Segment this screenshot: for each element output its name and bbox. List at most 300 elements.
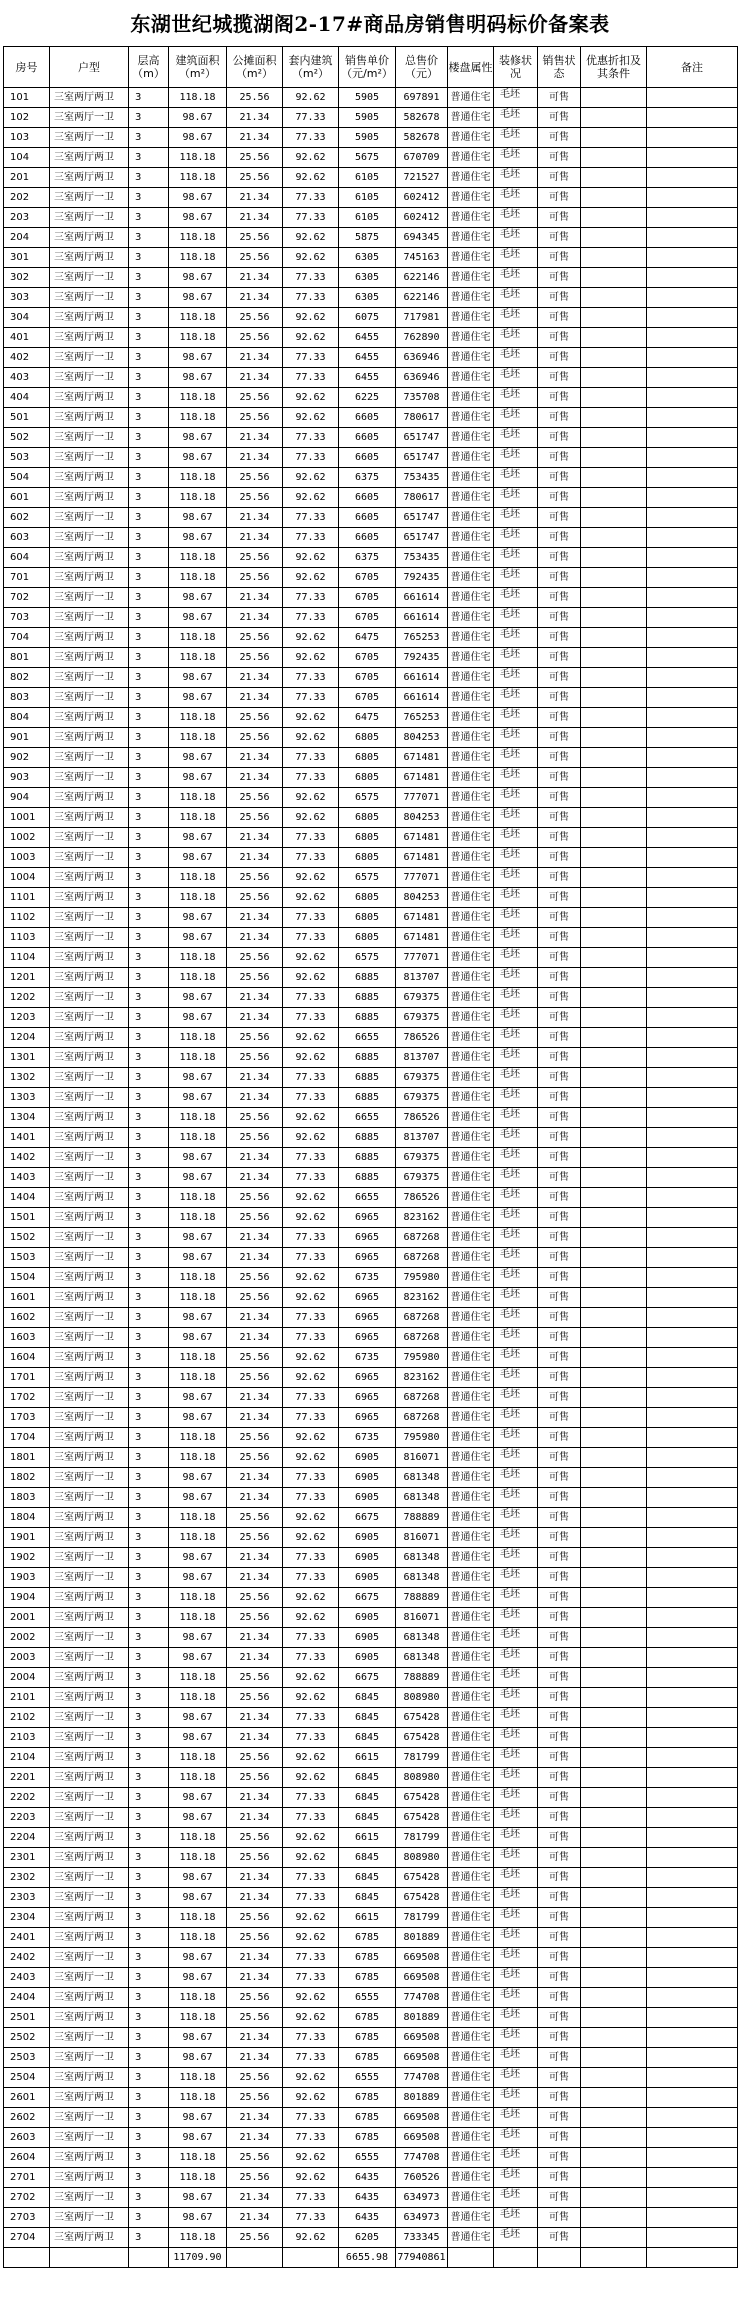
cell-floor-height: 3 <box>129 1468 169 1488</box>
cell-floor-height: 3 <box>129 708 169 728</box>
cell-property-type: 普通住宅 <box>448 2008 494 2028</box>
cell-shared-area: 21.34 <box>227 1168 283 1188</box>
cell-total-price: 801889 <box>396 1928 448 1948</box>
cell-inner-area: 92.62 <box>283 1608 339 1628</box>
cell-inner-area: 92.62 <box>283 548 339 568</box>
cell-total-price: 780617 <box>396 408 448 428</box>
cell-unit-type: 三室两厅一卫 <box>50 608 129 628</box>
table-row <box>4 1308 738 1328</box>
table-row <box>4 708 738 728</box>
cell-remark <box>647 2148 738 2168</box>
cell-unit-type: 三室两厅一卫 <box>50 128 129 148</box>
cell-room-no: 304 <box>4 308 50 328</box>
cell-total-price: 795980 <box>396 1348 448 1368</box>
cell-discount <box>581 1968 647 1988</box>
cell-unit-type: 三室两厅一卫 <box>50 288 129 308</box>
cell-room-no: 1703 <box>4 1408 50 1428</box>
cell-discount <box>581 1348 647 1368</box>
cell-property-type: 普通住宅 <box>448 708 494 728</box>
cell-total-price: 777071 <box>396 868 448 888</box>
cell-shared-area: 21.34 <box>227 828 283 848</box>
cell-floor-height: 3 <box>129 848 169 868</box>
table-row <box>4 1208 738 1228</box>
cell-room-no: 1204 <box>4 1028 50 1048</box>
cell-unit-price: 6455 <box>339 328 396 348</box>
cell-unit-type: 三室两厅两卫 <box>50 2088 129 2108</box>
cell-unit-type: 三室两厅一卫 <box>50 828 129 848</box>
cell-unit-price: 6435 <box>339 2208 396 2228</box>
cell-floor-height: 3 <box>129 1588 169 1608</box>
cell-discount <box>581 1708 647 1728</box>
cell-inner-area: 92.62 <box>283 568 339 588</box>
table-row <box>4 1948 738 1968</box>
cell-unit-price: 6805 <box>339 888 396 908</box>
table-row <box>4 1468 738 1488</box>
cell-remark <box>647 1048 738 1068</box>
table-row <box>4 928 738 948</box>
cell-discount <box>581 128 647 148</box>
cell-unit-type: 三室两厅两卫 <box>50 468 129 488</box>
cell-discount <box>581 1788 647 1808</box>
cell-floor-height: 3 <box>129 308 169 328</box>
cell-room-no: 1702 <box>4 1388 50 1408</box>
cell-room-no: 2203 <box>4 1808 50 1828</box>
cell-gross-area: 98.67 <box>169 828 227 848</box>
cell-floor-height: 3 <box>129 248 169 268</box>
cell-sale-status: 可售 <box>538 228 581 248</box>
cell-gross-area: 118.18 <box>169 1588 227 1608</box>
cell-remark <box>647 148 738 168</box>
cell-room-no: 801 <box>4 648 50 668</box>
cell-room-no: 404 <box>4 388 50 408</box>
cell-remark <box>647 1948 738 1968</box>
cell-shared-area: 25.56 <box>227 1588 283 1608</box>
cell-floor-height: 3 <box>129 788 169 808</box>
cell-discount <box>581 108 647 128</box>
cell-room-no: 2404 <box>4 1988 50 2008</box>
cell-floor-height: 3 <box>129 1988 169 2008</box>
cell-decoration: 毛坯 <box>494 2008 538 2028</box>
cell-unit-type: 三室两厅一卫 <box>50 1408 129 1428</box>
cell-gross-area: 98.67 <box>169 1328 227 1348</box>
cell-total-price: 679375 <box>396 1088 448 1108</box>
table-row <box>4 1588 738 1608</box>
table-row <box>4 1828 738 1848</box>
table-row <box>4 2088 738 2108</box>
cell-gross-area: 118.18 <box>169 1268 227 1288</box>
cell-shared-area: 21.34 <box>227 1088 283 1108</box>
cell-floor-height: 3 <box>129 2148 169 2168</box>
cell-inner-area: 92.62 <box>283 1028 339 1048</box>
cell-inner-area: 92.62 <box>283 1268 339 1288</box>
cell-sale-status: 可售 <box>538 1948 581 1968</box>
cell-inner-area: 77.33 <box>283 2048 339 2068</box>
cell-property-type: 普通住宅 <box>448 1568 494 1588</box>
cell-decoration: 毛坯 <box>494 1148 538 1168</box>
cell-unit-price: 6845 <box>339 1888 396 1908</box>
cell-room-no: 1603 <box>4 1328 50 1348</box>
cell-room-no: 802 <box>4 668 50 688</box>
cell-inner-area: 92.62 <box>283 308 339 328</box>
cell-shared-area: 25.56 <box>227 1988 283 2008</box>
cell-remark <box>647 568 738 588</box>
cell-unit-price: 6555 <box>339 1988 396 2008</box>
cell-room-no: 501 <box>4 408 50 428</box>
cell-shared-area: 25.56 <box>227 628 283 648</box>
cell-unit-price: 6845 <box>339 1788 396 1808</box>
cell-decoration: 毛坯 <box>494 388 538 408</box>
cell-unit-type: 三室两厅两卫 <box>50 1428 129 1448</box>
cell-room-no: 2401 <box>4 1928 50 1948</box>
cell-decoration: 毛坯 <box>494 2148 538 2168</box>
cell-floor-height: 3 <box>129 1728 169 1748</box>
cell-inner-area: 77.33 <box>283 1728 339 1748</box>
cell-sale-status: 可售 <box>538 1188 581 1208</box>
cell-sale-status: 可售 <box>538 1868 581 1888</box>
table-row <box>4 1808 738 1828</box>
cell-floor-height: 3 <box>129 1148 169 1168</box>
cell-gross-area: 118.18 <box>169 2008 227 2028</box>
cell-property-type: 普通住宅 <box>448 388 494 408</box>
cell-remark <box>647 1408 738 1428</box>
cell-unit-type: 三室两厅两卫 <box>50 1848 129 1868</box>
cell-remark <box>647 168 738 188</box>
cell-discount <box>581 2128 647 2148</box>
cell-unit-price: 6905 <box>339 1568 396 1588</box>
cell-floor-height: 3 <box>129 1088 169 1108</box>
cell-remark <box>647 1668 738 1688</box>
cell-gross-area: 118.18 <box>169 948 227 968</box>
cell-remark <box>647 1548 738 1568</box>
cell-unit-price: 6705 <box>339 668 396 688</box>
cell-decoration: 毛坯 <box>494 1628 538 1648</box>
cell-gross-area: 98.67 <box>169 1248 227 1268</box>
cell-remark <box>647 508 738 528</box>
table-row <box>4 1968 738 1988</box>
cell-total-price: 816071 <box>396 1448 448 1468</box>
cell-unit-type: 三室两厅一卫 <box>50 2128 129 2148</box>
cell-remark <box>647 448 738 468</box>
cell-discount <box>581 1088 647 1108</box>
cell-room-no: 1601 <box>4 1288 50 1308</box>
cell-total-price: 788889 <box>396 1588 448 1608</box>
cell-inner-area: 92.62 <box>283 168 339 188</box>
cell-floor-height: 3 <box>129 1968 169 1988</box>
cell-discount <box>581 468 647 488</box>
cell-total-price: 622146 <box>396 288 448 308</box>
cell-sale-status: 可售 <box>538 568 581 588</box>
table-row <box>4 1128 738 1148</box>
cell-floor-height: 3 <box>129 2168 169 2188</box>
cell-decoration: 毛坯 <box>494 1168 538 1188</box>
cell-discount <box>581 1648 647 1668</box>
cell-inner-area: 77.33 <box>283 188 339 208</box>
cell-sale-status: 可售 <box>538 2208 581 2228</box>
cell-gross-area: 98.67 <box>169 1388 227 1408</box>
table-row <box>4 1768 738 1788</box>
cell-discount <box>581 1948 647 1968</box>
cell-gross-area: 118.18 <box>169 788 227 808</box>
cell-unit-type: 三室两厅两卫 <box>50 148 129 168</box>
cell-floor-height: 3 <box>129 1408 169 1428</box>
cell-shared-area: 25.56 <box>227 388 283 408</box>
cell-unit-type: 三室两厅两卫 <box>50 948 129 968</box>
cell-unit-price: 6885 <box>339 968 396 988</box>
cell-gross-area: 98.67 <box>169 1308 227 1328</box>
cell-discount <box>581 88 647 108</box>
cell-unit-price: 6905 <box>339 1468 396 1488</box>
cell-decoration: 毛坯 <box>494 1128 538 1148</box>
cell-unit-type: 三室两厅一卫 <box>50 908 129 928</box>
cell-gross-area: 98.67 <box>169 668 227 688</box>
cell-shared-area: 25.56 <box>227 1608 283 1628</box>
cell-unit-price: 5675 <box>339 148 396 168</box>
cell-floor-height: 3 <box>129 688 169 708</box>
cell-floor-height: 3 <box>129 1688 169 1708</box>
cell-decoration: 毛坯 <box>494 2208 538 2228</box>
cell-total-price: 781799 <box>396 1908 448 1928</box>
cell-floor-height: 3 <box>129 1028 169 1048</box>
cell-total-price: 788889 <box>396 1508 448 1528</box>
header-unit-price: 销售单价（元/m²） <box>339 47 396 88</box>
cell-unit-type: 三室两厅两卫 <box>50 1528 129 1548</box>
cell-gross-area: 118.18 <box>169 488 227 508</box>
cell-total-price: 687268 <box>396 1248 448 1268</box>
cell-property-type: 普通住宅 <box>448 468 494 488</box>
cell-room-no: 2302 <box>4 1868 50 1888</box>
cell-discount <box>581 148 647 168</box>
table-row <box>4 1268 738 1288</box>
table-row <box>4 2188 738 2208</box>
cell-floor-height: 3 <box>129 968 169 988</box>
cell-decoration: 毛坯 <box>494 568 538 588</box>
cell-decoration: 毛坯 <box>494 408 538 428</box>
cell-discount <box>581 1068 647 1088</box>
cell-unit-price: 6435 <box>339 2168 396 2188</box>
cell-floor-height: 3 <box>129 1928 169 1948</box>
cell-sale-status: 可售 <box>538 448 581 468</box>
cell-remark <box>647 848 738 868</box>
cell-room-no: 904 <box>4 788 50 808</box>
cell-shared-area: 21.34 <box>227 1728 283 1748</box>
table-header <box>4 47 738 88</box>
cell-remark <box>647 788 738 808</box>
cell-sale-status: 可售 <box>538 1348 581 1368</box>
table-row <box>4 668 738 688</box>
cell-unit-price: 6105 <box>339 208 396 228</box>
cell-decoration: 毛坯 <box>494 468 538 488</box>
cell-total-price: 823162 <box>396 1288 448 1308</box>
cell-remark <box>647 928 738 948</box>
cell-inner-area: 92.62 <box>283 1828 339 1848</box>
cell-inner-area: 77.33 <box>283 208 339 228</box>
cell-remark <box>647 1188 738 1208</box>
header-gross-area: 建筑面积（m²） <box>169 47 227 88</box>
cell-inner-area: 92.62 <box>283 2228 339 2248</box>
cell-unit-price: 6845 <box>339 1708 396 1728</box>
cell-remark <box>647 668 738 688</box>
table-row <box>4 1728 738 1748</box>
cell-sale-status: 可售 <box>538 268 581 288</box>
cell-property-type: 普通住宅 <box>448 1668 494 1688</box>
cell-property-type: 普通住宅 <box>448 408 494 428</box>
cell-floor-height: 3 <box>129 1608 169 1628</box>
cell-shared-area: 21.34 <box>227 1708 283 1728</box>
cell-sale-status: 可售 <box>538 928 581 948</box>
cell-property-type: 普通住宅 <box>448 1628 494 1648</box>
cell-unit-type: 三室两厅两卫 <box>50 488 129 508</box>
cell-floor-height: 3 <box>129 148 169 168</box>
cell-total-price: 661614 <box>396 668 448 688</box>
cell-inner-area: 92.62 <box>283 1588 339 1608</box>
cell-inner-area: 77.33 <box>283 1708 339 1728</box>
cell-unit-price: 6655 <box>339 1028 396 1048</box>
cell-property-type: 普通住宅 <box>448 1328 494 1348</box>
cell-unit-price: 6785 <box>339 2088 396 2108</box>
cell-room-no: 2601 <box>4 2088 50 2108</box>
cell-unit-type: 三室两厅一卫 <box>50 1868 129 1888</box>
cell-room-no: 1002 <box>4 828 50 848</box>
cell-gross-area: 98.67 <box>169 1568 227 1588</box>
cell-room-no: 101 <box>4 88 50 108</box>
cell-floor-height: 3 <box>129 1248 169 1268</box>
cell-inner-area: 77.33 <box>283 1388 339 1408</box>
table-body <box>4 88 738 2248</box>
cell-gross-area: 118.18 <box>169 308 227 328</box>
cell-property-type: 普通住宅 <box>448 928 494 948</box>
cell-decoration: 毛坯 <box>494 1868 538 1888</box>
cell-gross-area: 118.18 <box>169 388 227 408</box>
cell-floor-height: 3 <box>129 1748 169 1768</box>
header-unit-type: 户型 <box>50 47 129 88</box>
cell-property-type: 普通住宅 <box>448 1068 494 1088</box>
table-row <box>4 788 738 808</box>
cell-discount <box>581 1548 647 1568</box>
cell-shared-area: 21.34 <box>227 1488 283 1508</box>
cell-gross-area: 118.18 <box>169 728 227 748</box>
cell-remark <box>647 1988 738 2008</box>
cell-shared-area: 25.56 <box>227 1768 283 1788</box>
cell-floor-height: 3 <box>129 1828 169 1848</box>
cell-room-no: 1003 <box>4 848 50 868</box>
cell-gross-area: 118.18 <box>169 868 227 888</box>
table-row <box>4 368 738 388</box>
cell-shared-area: 25.56 <box>227 1668 283 1688</box>
cell-room-no: 1901 <box>4 1528 50 1548</box>
cell-room-no: 204 <box>4 228 50 248</box>
cell-inner-area: 92.62 <box>283 1348 339 1368</box>
cell-unit-type: 三室两厅一卫 <box>50 1008 129 1028</box>
cell-floor-height: 3 <box>129 1948 169 1968</box>
header-room-no: 房号 <box>4 47 50 88</box>
cell-discount <box>581 1148 647 1168</box>
cell-gross-area: 98.67 <box>169 608 227 628</box>
cell-unit-type: 三室两厅两卫 <box>50 1608 129 1628</box>
cell-remark <box>647 1168 738 1188</box>
cell-decoration: 毛坯 <box>494 1448 538 1468</box>
header-property-type: 楼盘属性 <box>448 47 494 88</box>
cell-unit-price: 6805 <box>339 728 396 748</box>
cell-total-price: 795980 <box>396 1268 448 1288</box>
cell-inner-area: 92.62 <box>283 488 339 508</box>
cell-floor-height: 3 <box>129 568 169 588</box>
cell-gross-area: 98.67 <box>169 1788 227 1808</box>
cell-unit-price: 6105 <box>339 188 396 208</box>
cell-unit-price: 6965 <box>339 1328 396 1348</box>
cell-floor-height: 3 <box>129 2228 169 2248</box>
cell-sale-status: 可售 <box>538 848 581 868</box>
table-row <box>4 308 738 328</box>
cell-unit-price: 6885 <box>339 1168 396 1188</box>
cell-unit-type: 三室两厅两卫 <box>50 1348 129 1368</box>
cell-decoration: 毛坯 <box>494 1108 538 1128</box>
cell-floor-height: 3 <box>129 588 169 608</box>
cell-unit-type: 三室两厅一卫 <box>50 1308 129 1328</box>
cell-unit-price: 5905 <box>339 88 396 108</box>
cell-decoration: 毛坯 <box>494 1268 538 1288</box>
cell-inner-area: 77.33 <box>283 1408 339 1428</box>
cell-room-no: 604 <box>4 548 50 568</box>
cell-discount <box>581 928 647 948</box>
cell-inner-area: 77.33 <box>283 908 339 928</box>
cell-room-no: 1101 <box>4 888 50 908</box>
table-row <box>4 528 738 548</box>
cell-remark <box>647 1588 738 1608</box>
cell-total-price: 669508 <box>396 2108 448 2128</box>
cell-room-no: 1102 <box>4 908 50 928</box>
cell-room-no: 603 <box>4 528 50 548</box>
cell-shared-area: 25.56 <box>227 2168 283 2188</box>
cell-property-type: 普通住宅 <box>448 528 494 548</box>
table-row <box>4 1608 738 1628</box>
cell-gross-area: 118.18 <box>169 2228 227 2248</box>
cell-total-price: 634973 <box>396 2208 448 2228</box>
cell-unit-price: 6705 <box>339 568 396 588</box>
cell-floor-height: 3 <box>129 348 169 368</box>
cell-total-price: 687268 <box>396 1388 448 1408</box>
cell-discount <box>581 2008 647 2028</box>
table-row <box>4 1408 738 1428</box>
cell-unit-price: 6905 <box>339 1448 396 1468</box>
cell-sale-status: 可售 <box>538 1728 581 1748</box>
cell-shared-area: 21.34 <box>227 1228 283 1248</box>
cell-gross-area: 118.18 <box>169 1348 227 1368</box>
cell-inner-area: 77.33 <box>283 1628 339 1648</box>
cell-decoration: 毛坯 <box>494 1808 538 1828</box>
cell-decoration: 毛坯 <box>494 1788 538 1808</box>
cell-inner-area: 92.62 <box>283 408 339 428</box>
cell-discount <box>581 448 647 468</box>
cell-property-type: 普通住宅 <box>448 1348 494 1368</box>
cell-total-price: 813707 <box>396 1128 448 1148</box>
cell-discount <box>581 508 647 528</box>
table-row <box>4 1788 738 1808</box>
cell-gross-area: 118.18 <box>169 1448 227 1468</box>
cell-unit-type: 三室两厅两卫 <box>50 1928 129 1948</box>
cell-property-type: 普通住宅 <box>448 148 494 168</box>
cell-shared-area: 21.34 <box>227 1148 283 1168</box>
cell-floor-height: 3 <box>129 608 169 628</box>
cell-discount <box>581 348 647 368</box>
cell-discount <box>581 428 647 448</box>
cell-floor-height: 3 <box>129 1428 169 1448</box>
cell-gross-area: 118.18 <box>169 548 227 568</box>
cell-gross-area: 118.18 <box>169 88 227 108</box>
cell-property-type: 普通住宅 <box>448 1488 494 1508</box>
cell-room-no: 1301 <box>4 1048 50 1068</box>
cell-discount <box>581 1048 647 1068</box>
cell-floor-height: 3 <box>129 2068 169 2088</box>
